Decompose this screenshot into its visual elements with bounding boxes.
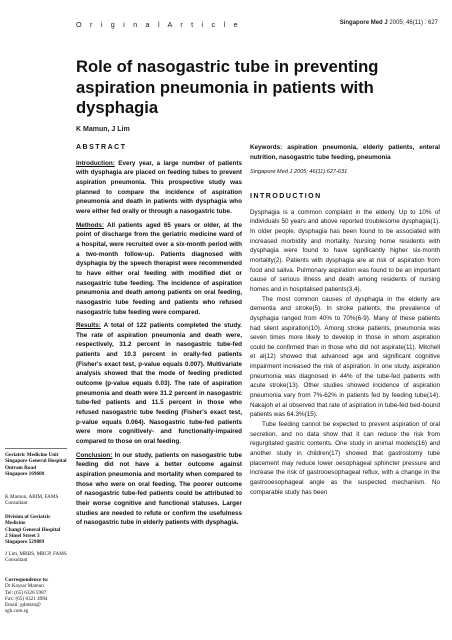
conclusion-lead: Conclusion: [76,451,113,459]
abstract-conclusion [76,451,242,528]
abstract-column [76,143,242,532]
journal-citation [340,20,438,26]
results-text: A total of 122 patients completed the study. The rate of aspiration pneumonia and death were, respectively, 31.2 percent in nasogastric tube-fed patients and 10.3 percent in orally-fed patients (Fisher's exact test, p-value equals 0.007). Multivariate analysis showed that the mode of feeding predicted outcome (p-value equals 0.03). The rate of aspiration pneumonia and death were 31.2 percent in nasogastric tube-fed patients and 11.5 percent in those who refused nasogastric tube feeding (Fisher's exact test, p-value equals 0.064). Nasogastric tube-fed patients were more cognitively- and functionally-impaired compared to those on oral feeding. [76,322,242,446]
body-column [250,143,440,497]
article-authors: K Mamun, J Lim [76,126,130,133]
correspondence-name: Dr Kaysar Mamun [5,583,44,590]
conclusion-text: In our study, patients on nasogastric tube feeding did not have a better outcome against aspiration pneumonia and mortality when compared to those who were on oral feeding. The poorer outcome of nasogastric tube-fed patients could be attributed to their worse cognitive and functional statuses. Larger studies are needed to refute or confirm the usefulness of nasogastric tube in elderly patients with dysphagia. [76,451,242,527]
journal-volume: 2005; 46(11) : 627 [389,20,438,26]
introduction-lead: Introduction: [76,159,115,167]
author-2-info [5,551,69,564]
author-2-role: Consultant [5,557,28,564]
affiliation-dept: Geriatric Medicine Unit [5,452,59,458]
author-1-info [5,494,69,507]
introduction-text: Every year, a large number of patients with dysphagia are placed on feeding tubes to prevent aspiration pneumonia. This prospective study was planned to compare the incidence of aspiration pneumonia and death in patients with dysphagia who were either fed orally or through a nasogastric tube. [76,159,242,215]
affiliation-2 [5,514,69,545]
correspondence [5,577,69,615]
affiliation-address-2: 2 Simei Street 3 [5,532,40,539]
keywords-label: Keywords: [250,144,283,151]
correspondence-tel: Tel: (65) 6326 5987 [5,589,47,596]
author-1-name: K Mamun, ABIM, FAMS [5,494,59,500]
abstract-results [76,321,242,447]
affiliation-address: Outram Road [5,464,36,471]
section-label: O r i g i n a l A r t i c l e [76,20,241,29]
sidebar-divider [5,448,67,449]
affiliation-division: Division of Geriatric Medicine [5,514,51,527]
abstract-heading: ABSTRACT [76,144,127,151]
correspondence-fax: Fax: (65) 6321 4984 [5,595,48,602]
journal-name: Singapore Med J [339,20,388,26]
intro-paragraph: The most common causes of dysphagia in the elderly are dementia and stroke(5). In stroke patients, the prevalence of dysphagia ranged from 40% to 70%(6-9). Many of these patients had silent aspiration(10). Among stroke patients, pneumonia was seven times more likely to develop in those in whom aspiration could be confirmed than in those who did not aspirate(11). Mitchell et al(12) showed that advanced age and significant cognitive impairment increased the risk of aspiration. In one study, aspiration pneumonia was diagnosed in 44% of the tube-fed patients with acute stroke(13). Other studies showed incidence of aspiration pneumonia vary from 7%-62% in patients fed by feeding tube(14). Nakajoh et al observed that rate of aspiration in tube-fed bed-bound patients was 64.3%(15). [250,295,440,419]
author-1-role: Consultant [5,500,28,507]
intro-paragraph: Dysphagia is a common complaint in the elderly. Up to 10% of individuals 50 years and above reported troublesome dysphagia(1). In older people, dysphagia has been found to be associated with increased morbidity and mortality. Nursing home residents with dysphagia were found to have significantly higher six-month mortality(2). Patients with dysphagia are at risk of aspiration from food and saliva. Pulmonary aspiration was found to be an important cause of serious illness and death among residents of nursing homes and in hospitalised patients(3,4). [250,208,440,293]
article-title: Role of nasogastric tube in preventing aspiration pneumonia in patients with dysphagia [76,57,379,117]
affiliation-postcode: Singapore 169608 [5,470,45,477]
introduction-body [250,208,440,498]
intro-paragraph: Tube feeding cannot be expected to prevent aspiration of oral secretion, and no data show that it can reduce the risk from regurgitated gastric contents. One study in animal models(16) and another study in children(17) showed that gastrostomy tube placement may reduce lower oesophageal sphincter pressure and increase the risk of gastrooesophageal reflux, with a change in the gastrooesophageal angle as the suspected mechanism. No comparable study has been [250,421,440,496]
methods-text: All patients aged 65 years or older, at the point of discharge from the geriatric medicine ward of a hospital, were recruited over a six-month period with a two-month follow-up. Patients diagnosed with dysphagia by the speech therapist were recommended to have either oral feeding with modified diet or nasogastric tube feeding. The incidence of aspiration pneumonia and death among patients on oral feeding, nasogastric tube feeding and patients who refused nasogastric tube feeding were compared. [76,221,242,316]
introduction-heading: INTRODUCTION [250,192,322,200]
results-lead: Results: [76,322,101,330]
abstract-introduction [76,159,242,217]
keywords [250,143,440,162]
affiliation-hospital: Singapore General Hospital [5,458,67,465]
correspondence-label: Correspondence to: [5,577,49,583]
correspondence-email-domain: sgh.com.sg [5,608,29,615]
author-2-name: J Lim, MBBS, MRCP, FAMS [5,551,67,557]
affiliation-1 [5,452,69,477]
affiliation-postcode-2: Singapore 529889 [5,539,45,546]
abstract-methods [76,221,242,318]
affiliation-hospital-2: Changi General Hospital [5,526,61,533]
article-citation: Singapore Med J 2005; 46(11):627-631 [250,169,348,176]
methods-lead: Methods: [76,221,104,229]
correspondence-email: Email: gdmkm@ [5,602,41,609]
keywords-text: aspiration pneumonia, elderly patients, enteral nutrition, nasogastric tube feeding, pneumonia [250,144,440,161]
